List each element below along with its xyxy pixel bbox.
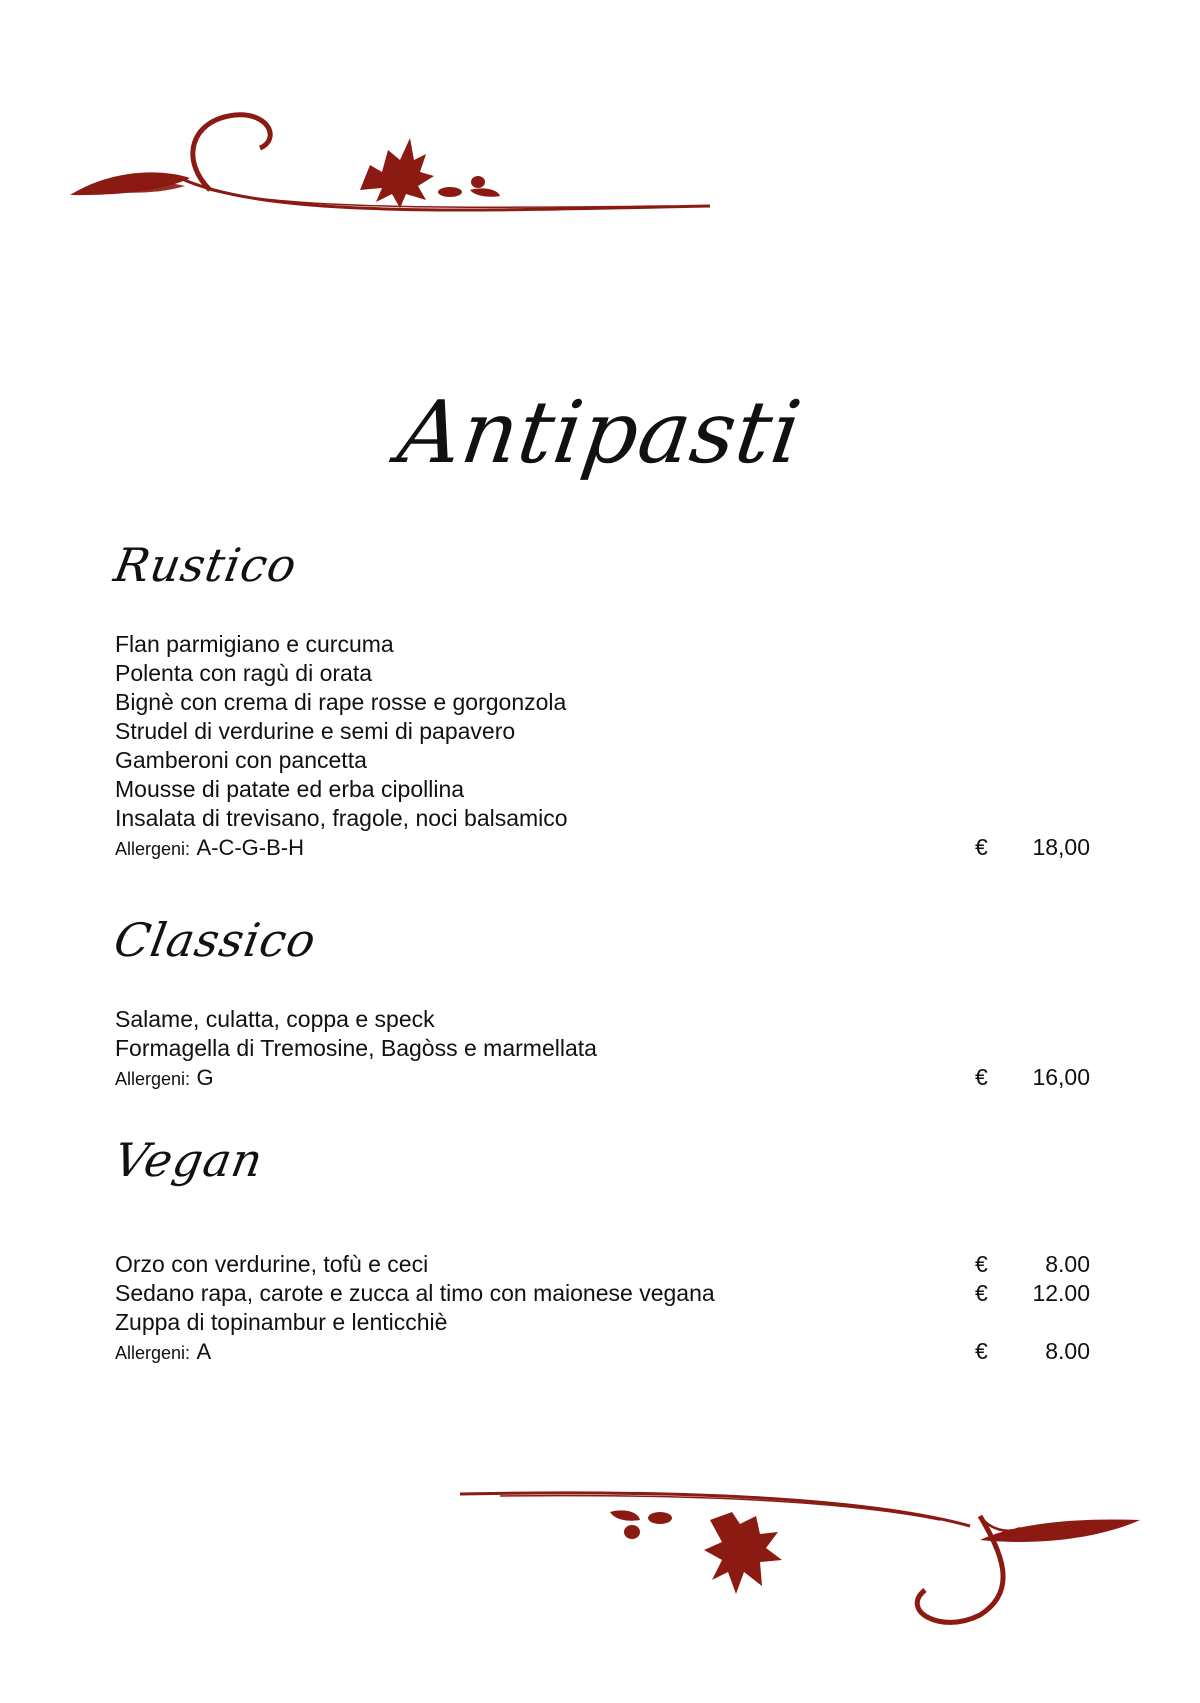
menu-item xyxy=(115,1034,1090,1063)
price: 16,00 xyxy=(1032,1064,1090,1090)
top-vine-ornament xyxy=(70,110,710,240)
berry-icon xyxy=(610,1510,640,1520)
menu-item-name: Formagella di Tremosine, Bagòss e marmellata xyxy=(115,1035,597,1061)
allergen-info xyxy=(115,1337,211,1368)
allergen-label: Allergeni: xyxy=(115,839,191,859)
menu-item-name: Salame, culatta, coppa e speck xyxy=(115,1006,435,1032)
allergen-label: Allergeni: xyxy=(115,1343,191,1363)
price: 8.00 xyxy=(1045,1251,1090,1277)
page-title: Antipasti xyxy=(392,383,808,483)
menu-item-name: Sedano rapa, carote e zucca al timo con maionese vegana xyxy=(115,1280,715,1306)
currency-symbol: € xyxy=(975,1338,988,1364)
menu-item-name: Flan parmigiano e curcuma xyxy=(115,631,394,657)
menu-item-name: Polenta con ragù di orata xyxy=(115,660,373,686)
menu-item-name: Zuppa di topinambur e lenticchiè xyxy=(115,1309,448,1335)
berry-icon xyxy=(470,188,500,196)
menu-item xyxy=(115,688,1090,717)
currency-symbol: € xyxy=(975,834,988,860)
menu-item xyxy=(115,1279,1090,1308)
allergen-row xyxy=(115,833,1090,862)
berry-icon xyxy=(438,187,462,197)
menu-item xyxy=(115,746,1090,775)
allergen-codes: A xyxy=(196,1339,212,1364)
vine-curl xyxy=(917,1516,1003,1622)
currency-symbol: € xyxy=(975,1280,988,1306)
allergen-info xyxy=(115,1063,214,1094)
price: 8.00 xyxy=(1045,1338,1090,1364)
menu-item-name: Bignè con crema di rape rosse e gorgonzola xyxy=(115,689,567,715)
menu-item-name: Gamberoni con pancetta xyxy=(115,747,367,773)
bottom-vine-ornament xyxy=(460,1490,1140,1650)
menu-item-name: Strudel di verdurine e semi di papavero xyxy=(115,718,516,744)
allergen-info xyxy=(115,833,304,864)
menu-item xyxy=(115,1005,1090,1034)
grape-leaf-icon xyxy=(704,1512,782,1594)
menu-item xyxy=(115,659,1090,688)
menu-item xyxy=(115,775,1090,804)
allergen-codes: G xyxy=(196,1065,214,1090)
berry-icon xyxy=(624,1525,640,1539)
menu-item xyxy=(115,804,1090,833)
section-rustico xyxy=(115,630,1090,862)
currency-symbol: € xyxy=(975,1064,988,1090)
section-vegan xyxy=(115,1250,1090,1366)
menu-item xyxy=(115,717,1090,746)
menu-item xyxy=(115,630,1090,659)
menu-item-name: Mousse di patate ed erba cipollina xyxy=(115,776,465,802)
vine-curl xyxy=(193,115,270,190)
allergen-row xyxy=(115,1063,1090,1092)
section-title-vegan: Vegan xyxy=(110,1133,268,1187)
allergen-label: Allergeni: xyxy=(115,1069,191,1089)
section-title-rustico: Rustico xyxy=(110,538,302,592)
menu-item-name: Orzo con verdurine, tofù e ceci xyxy=(115,1251,429,1277)
section-title-classico: Classico xyxy=(110,913,321,967)
allergen-row xyxy=(115,1337,1090,1366)
currency-symbol: € xyxy=(975,1251,988,1277)
berry-icon xyxy=(648,1512,672,1524)
grape-leaf-icon xyxy=(360,138,434,208)
allergen-codes: A-C-G-B-H xyxy=(196,835,304,860)
price: 18,00 xyxy=(1032,834,1090,860)
price: 12.00 xyxy=(1032,1280,1090,1306)
section-classico xyxy=(115,1005,1090,1092)
menu-item xyxy=(115,1250,1090,1279)
menu-item-name: Insalata di trevisano, fragole, noci balsamico xyxy=(115,805,568,831)
berry-icon xyxy=(471,176,485,188)
menu-item xyxy=(115,1308,1090,1337)
